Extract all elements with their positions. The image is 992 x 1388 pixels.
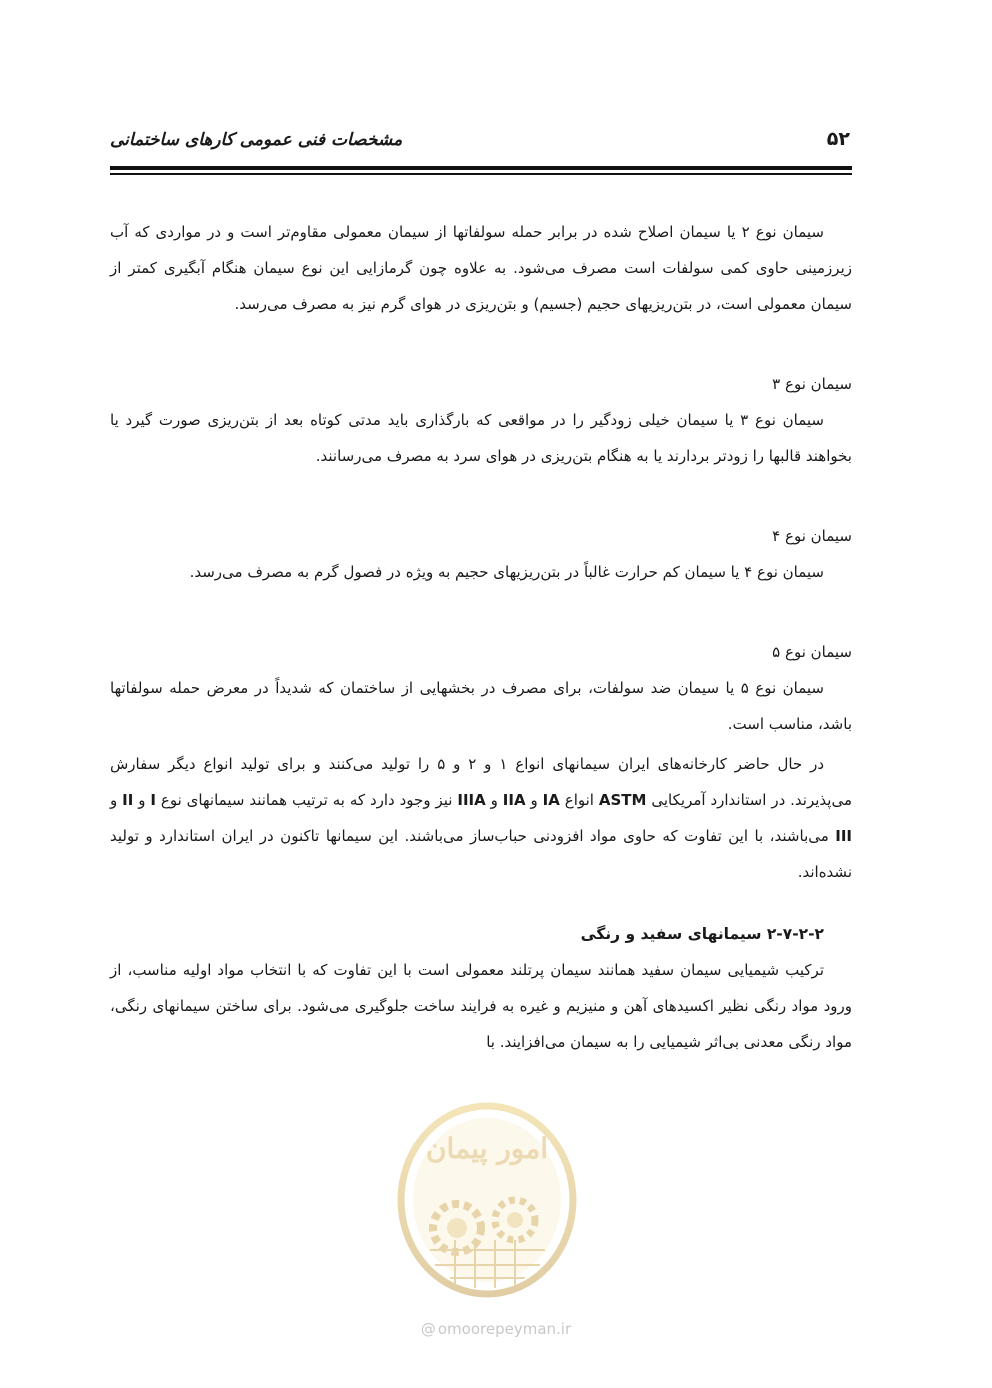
type-iia-label: IIA: [502, 791, 526, 809]
subheading-type5: سیمان نوع ۵: [772, 643, 852, 661]
header-rule-thin: [110, 173, 852, 175]
type-ia-label: IA: [542, 791, 560, 809]
paragraph-production: [110, 746, 852, 890]
conjunction-3: و: [133, 791, 151, 809]
page-number: ۵۲: [826, 128, 850, 150]
type-iii-label: III: [835, 827, 852, 845]
watermark-url: [0, 1320, 992, 1338]
astm-label: ASTM: [598, 791, 647, 809]
paragraph-white-cement: ترکیب شیمیایی سیمان سفید همانند سیمان پرتلند معمولی است با این تفاوت که با انتخاب مواد اولیه مناسب، از ورود مواد رنگی نظیر اکسیدهای آهن و منیزیم و غیره به فرایند ساخت جلوگیری می‌شود. برای ساختن سیمانهای رنگی، مواد رنگی معدنی بی‌اثر شیمیایی را به سیمان می‌افزایند. با: [110, 961, 852, 1051]
body-text: [110, 214, 852, 1060]
subheading-type4: سیمان نوع ۴: [772, 527, 852, 545]
type-iiia-label: IIIA: [457, 791, 486, 809]
production-text-a: در حال حاضر کارخانه‌های ایران سیمانهای انواع ۱ و ۲ و ۵ را تولید می‌کنند و برای تولید انواع دیگر سفارش می‌پذیرند. در استاندارد آمریکایی: [110, 755, 853, 809]
header-rule-thick: [110, 166, 852, 170]
type-ii-label: II: [122, 791, 134, 809]
paragraph-type3: سیمان نوع ۳ یا سیمان خیلی زودگیر را در مواقعی که بارگذاری باید مدتی کوتاه بعد از بتن‌ریزی صورت گیرد یا بخواهند قالبها را زودتر بردارند یا به هنگام بتن‌ریزی در هوای سرد به مصرف می‌رسانند.: [110, 411, 852, 465]
watermark-logo-text: امور پیمان: [425, 1132, 549, 1165]
conjunction-2: و: [485, 791, 503, 809]
page-header: [110, 128, 850, 160]
subheading-type3: سیمان نوع ۳: [772, 375, 852, 393]
at-icon: @: [420, 1320, 436, 1338]
production-text-d: می‌باشند، با این تفاوت که حاوی مواد افزودنی حباب‌ساز می‌باشند. این سیمانها تاکنون در ایران استاندارد و تولید نشده‌اند.: [110, 827, 852, 881]
production-text-c: نیز وجود دارد که به ترتیب همانند سیمانهای نوع: [155, 791, 458, 809]
section-heading-white-colored-cement: ۲-۷-۲-۲ سیمانهای سفید و رنگی: [580, 925, 824, 943]
watermark-url-text: omoorepeyman.ir: [437, 1320, 572, 1338]
paragraph-type2: سیمان نوع ۲ یا سیمان اصلاح شده در برابر حمله سولفاتها از سیمان معمولی مقاوم‌تر است و در مواردی که آب زیرزمینی حاوی کمی سولفات است مصرف می‌شود. به علاوه چون گرمازایی این نوع سیمان هنگام آبگیری کمتر از سیمان معمولی است، در بتن‌ریزیهای حجیم (جسیم) و بتن‌ریزی در هوای گرم نیز به مصرف می‌رسد.: [110, 223, 852, 313]
paragraph-type4: سیمان نوع ۴ یا سیمان کم حرارت غالباً در بتن‌ریزیهای حجیم به ویژه در فصول گرم به مصرف می‌رسد.: [189, 563, 824, 581]
conjunction-1: و: [525, 791, 543, 809]
production-text-b: انواع: [559, 791, 599, 809]
paragraph-type5: سیمان نوع ۵ یا سیمان ضد سولفات، برای مصرف در بخشهایی از ساختمان که شدیداً در معرض حمله سولفاتها باشد، مناسب است.: [110, 679, 852, 733]
conjunction-4: و: [110, 791, 123, 809]
watermark-logo: [395, 1100, 580, 1300]
type-i-label: I: [150, 791, 156, 809]
running-title: مشخصات فنی عمومی کارهای ساختمانی: [110, 130, 403, 150]
